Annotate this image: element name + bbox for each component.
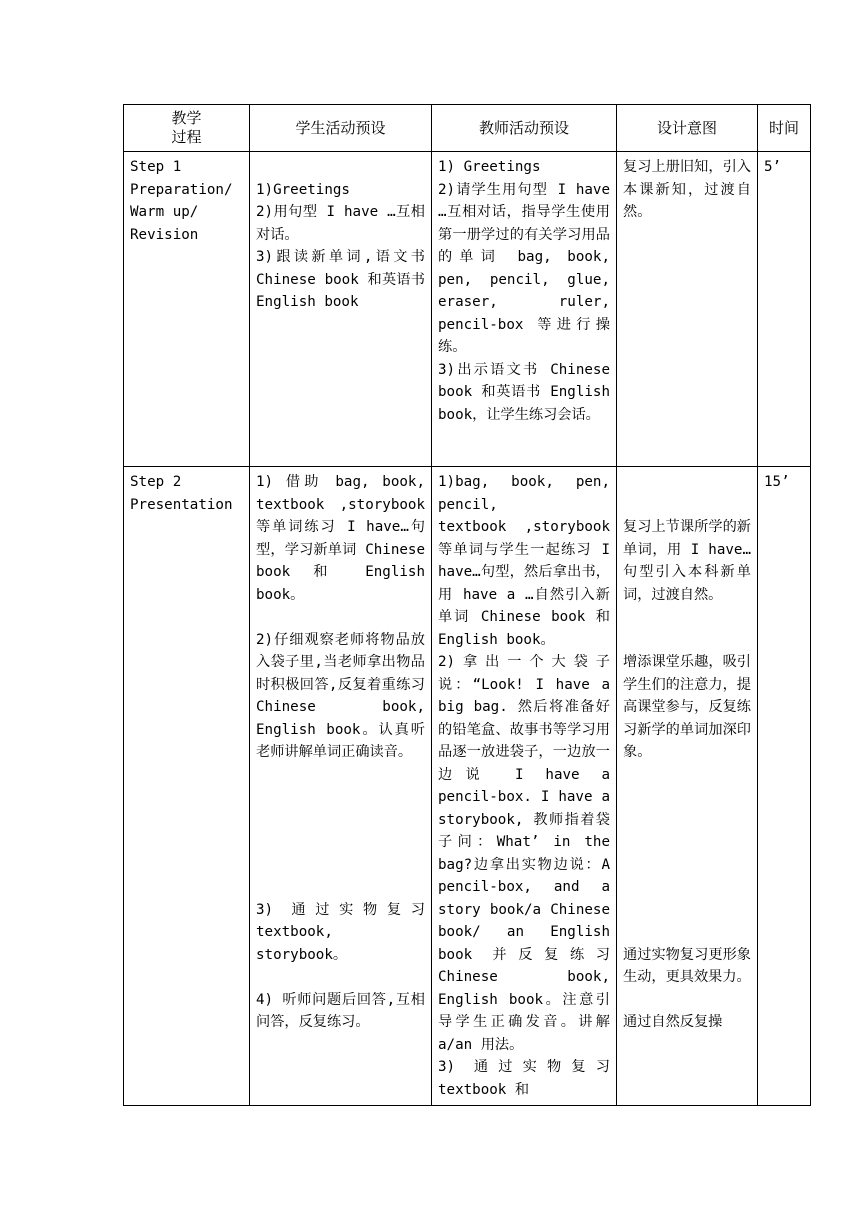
table-row [124, 152, 811, 467]
header-teacher-activity: 教师活动预设 [432, 105, 617, 152]
header-student-activity: 学生活动预设 [250, 105, 432, 152]
step1-design-intent: 复习上册旧知，引入本课新知，过渡自然。 [617, 152, 758, 467]
step1-time: 5’ [758, 152, 811, 467]
header-time: 时间 [758, 105, 811, 152]
lesson-plan-table [123, 104, 811, 1106]
table-row [124, 467, 811, 1106]
step2-process: Step 2 Presentation [124, 467, 250, 1106]
table-header-row [124, 105, 811, 152]
header-process: 教学 过程 [124, 105, 250, 152]
header-design-intent: 设计意图 [617, 105, 758, 152]
step1-student-activity: 1)Greetings 2)用句型 I have …互相对话。 3)跟读新单词,语文书 Chinese book 和英语书 English book [250, 152, 432, 467]
step2-student-activity: 1) 借助 bag, book, textbook ,storybook 等单词练习 I have…句型，学习新单词 Chinese book 和 English book。 2)仔细观察老师将物品放入袋子里,当老师拿出物品时积极回答,反复着重练习 Chinese book, English book。认真听老师讲解单词正确读音。 3) 通过实物复习 textbook, storybook。 4) 听师问题后回答,互相问答，反复练习。 [250, 467, 432, 1106]
step1-teacher-activity: 1) Greetings 2)请学生用句型 I have …互相对话，指导学生使用第一册学过的有关学习用品的单词 bag, book, pen, pencil, glue, eraser, ruler, pencil-box 等进行操练。 3)出示语文书 Chinese book 和英语书 English book，让学生练习会话。 [432, 152, 617, 467]
step2-time: 15’ [758, 467, 811, 1106]
step2-design-intent: 复习上节课所学的新单词，用 I have…句型引入本科新单词，过渡自然。 增添课堂乐趣，吸引学生们的注意力，提高课堂参与，反复练习新学的单词加深印象。 通过实物复习更形象生动，更具效果力。 通过自然反复操 [617, 467, 758, 1106]
step2-teacher-activity: 1)bag, book, pen, pencil, textbook ,storybook 等单词与学生一起练习 I have…句型，然后拿出书，用 have a …自然引入新单词 Chinese book 和 English book。 2)拿出一个大袋子说：“Look! I have a big bag. 然后将准备好的铅笔盒、故事书等学习用品逐一放进袋子，一边放一边说 I have a pencil-box. I have a storybook, 教师指着袋子问：What’ in the bag?边拿出实物边说：A pencil-box, and a story book/a Chinese book/ an English book 并反复练习 Chinese book, English book。注意引导学生正确发音。讲解 a/an 用法。 3) 通过实物复习 textbook 和 [432, 467, 617, 1106]
step1-process: Step 1 Preparation/ Warm up/ Revision [124, 152, 250, 467]
